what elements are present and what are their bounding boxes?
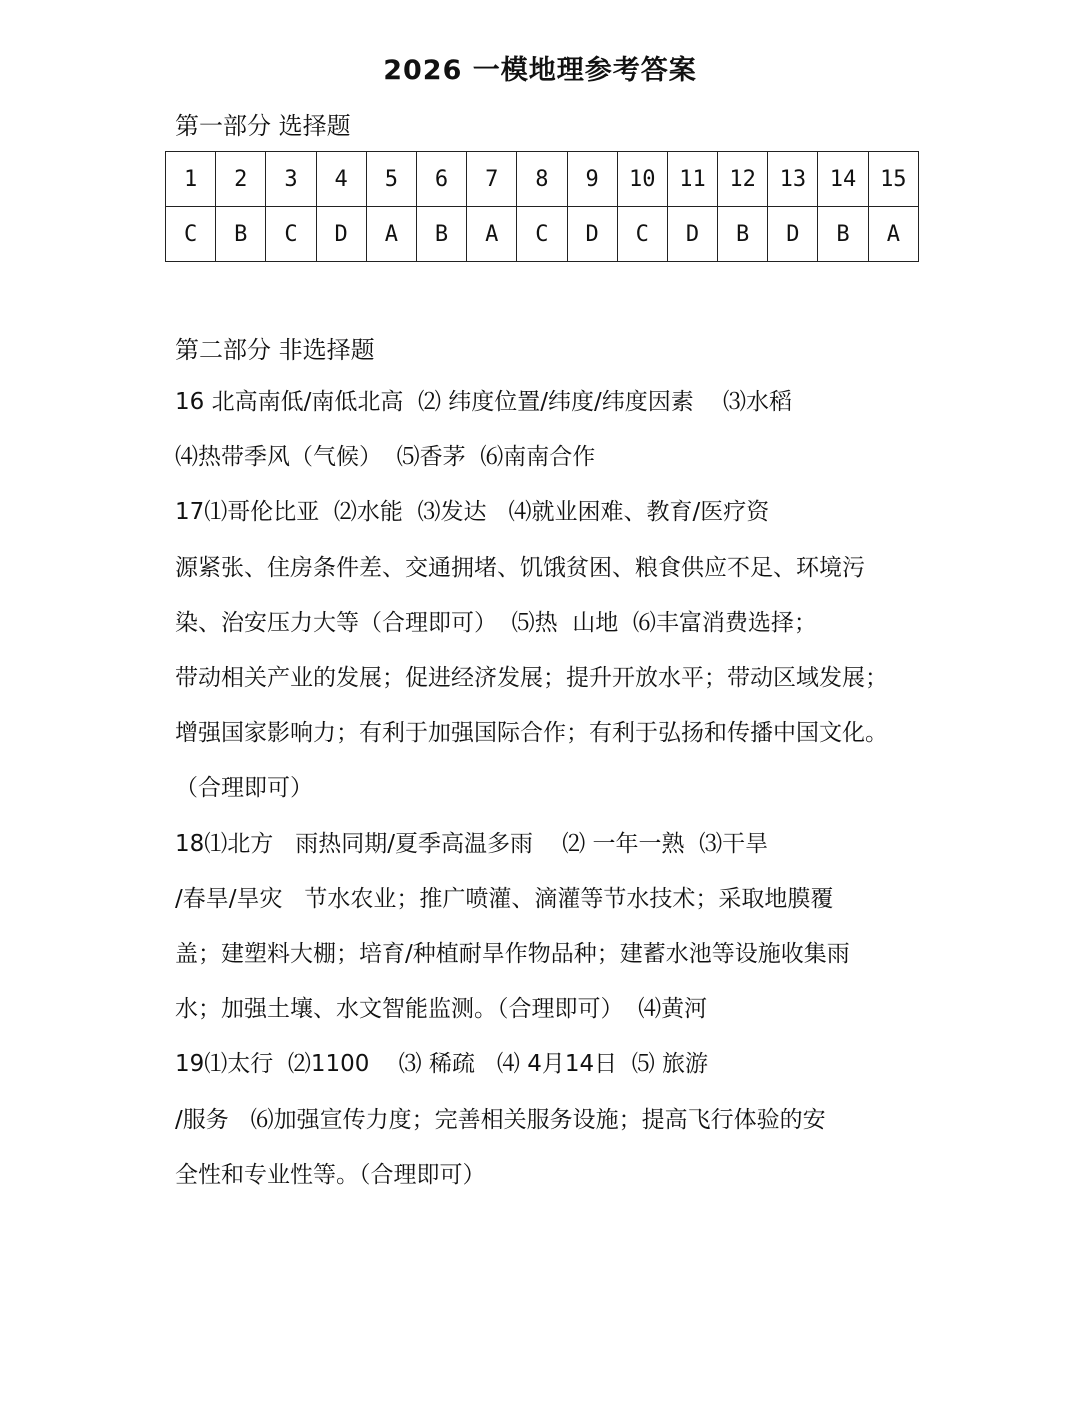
question-number-cell: 1 — [166, 152, 216, 207]
question-number-row — [166, 152, 919, 207]
section-heading-multiple-choice: 第一部分 选择题 — [175, 112, 351, 140]
answer-letter-cell: A — [366, 207, 416, 262]
answer-line: 全性和专业性等。（合理即可） — [175, 1161, 486, 1188]
answer-letter-cell: B — [216, 207, 266, 262]
answer-letter-cell: B — [718, 207, 768, 262]
answer-line: 染、治安压力大等（合理即可） ⑸热 山地 ⑹丰富消费选择； — [175, 609, 817, 636]
question-number-cell: 14 — [818, 152, 868, 207]
answer-line: 盖；建塑料大棚；培育/种植耐旱作物品种；建蓄水池等设施收集雨 — [175, 941, 850, 968]
question-number-cell: 11 — [667, 152, 717, 207]
question-number-cell: 8 — [517, 152, 567, 207]
answer-letter-cell: B — [416, 207, 466, 262]
answer-letter-cell: C — [617, 207, 667, 262]
question-number-cell: 6 — [416, 152, 466, 207]
answer-letter-cell: B — [818, 207, 868, 262]
answer-line: ⑷热带季风（气候） ⑸香茅 ⑹南南合作 — [175, 444, 596, 471]
answer-line: 19⑴太行 ⑵1100 ⑶ 稀疏 ⑷ 4月14日 ⑸ 旅游 — [175, 1051, 709, 1078]
answer-letter-cell: C — [517, 207, 567, 262]
question-number-cell: 4 — [316, 152, 366, 207]
answer-line: 水；加强土壤、水文智能监测。（合理即可） ⑷黄河 — [175, 996, 708, 1023]
answer-line: 18⑴北方 雨热同期/夏季高温多雨 ⑵ 一年一熟 ⑶干旱 — [175, 830, 769, 857]
question-number-cell: 2 — [216, 152, 266, 207]
answer-line: 源紧张、住房条件差、交通拥堵、饥饿贫困、粮食供应不足、环境污 — [175, 554, 865, 581]
answer-line: 17⑴哥伦比亚 ⑵水能 ⑶发达 ⑷就业困难、教育/医疗资 — [175, 499, 770, 526]
question-number-cell: 5 — [366, 152, 416, 207]
answer-letter-row — [166, 207, 919, 262]
non-choice-answers — [175, 375, 915, 1203]
answer-letter-cell: D — [567, 207, 617, 262]
answer-letter-cell: C — [266, 207, 316, 262]
question-number-cell: 7 — [467, 152, 517, 207]
question-number-cell: 12 — [718, 152, 768, 207]
answer-line: 增强国家影响力；有利于加强国际合作；有利于弘扬和传播中国文化。 — [175, 720, 888, 747]
answer-letter-cell: A — [868, 207, 918, 262]
answer-line: （合理即可） — [175, 775, 313, 802]
answer-letter-cell: A — [467, 207, 517, 262]
answer-line: 带动相关产业的发展；促进经济发展；提升开放水平；带动区域发展； — [175, 665, 888, 692]
question-number-cell: 3 — [266, 152, 316, 207]
answer-line: /服务 ⑹加强宣传力度；完善相关服务设施；提高飞行体验的安 — [175, 1106, 826, 1133]
question-number-cell: 9 — [567, 152, 617, 207]
answer-letter-cell: C — [166, 207, 216, 262]
answer-letter-cell: D — [667, 207, 717, 262]
section-heading-non-choice: 第二部分 非选择题 — [175, 336, 375, 364]
answer-line: /春旱/旱灾 节水农业；推广喷灌、滴灌等节水技术；采取地膜覆 — [175, 885, 834, 912]
multiple-choice-answer-table — [165, 151, 919, 262]
question-number-cell: 13 — [768, 152, 818, 207]
answer-line: 16 北高南低/南低北高 ⑵ 纬度位置/纬度/纬度因素 ⑶水稻 — [175, 389, 793, 415]
answer-letter-cell: D — [316, 207, 366, 262]
question-number-cell: 15 — [868, 152, 918, 207]
page-title: 2026 一模地理参考答案 — [383, 55, 697, 86]
answer-letter-cell: D — [768, 207, 818, 262]
question-number-cell: 10 — [617, 152, 667, 207]
